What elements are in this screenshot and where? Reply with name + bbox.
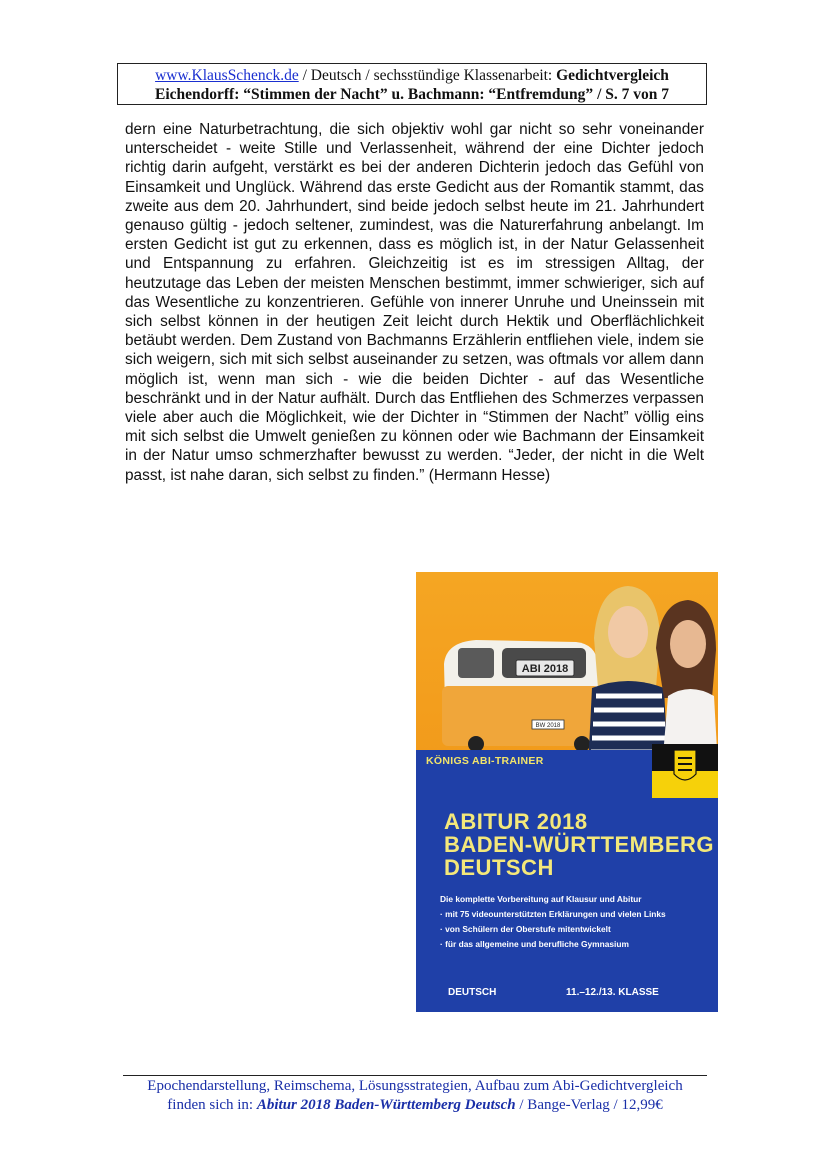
book-bottom-band bbox=[416, 980, 718, 1006]
book-features bbox=[440, 892, 718, 952]
book-cover-photo bbox=[416, 572, 718, 770]
footer-divider bbox=[123, 1075, 707, 1076]
header-line-1 bbox=[118, 66, 706, 85]
book-subject: DEUTSCH bbox=[448, 987, 497, 998]
coat-of-arms-icon bbox=[652, 744, 718, 798]
footer-line-1: Epochendarstellung, Reimschema, Lösungsstrategien, Aufbau zum Abi-Gedichtvergleich bbox=[147, 1078, 683, 1094]
book-feature-item: Die komplette Vorbereitung auf Klausur und Abitur bbox=[440, 894, 642, 904]
footer-publisher: / Bange-Verlag / 12,99€ bbox=[515, 1097, 663, 1113]
book-cover bbox=[416, 572, 718, 1012]
book-title-line: ABITUR 2018 bbox=[444, 809, 588, 834]
footer-line-2 bbox=[120, 1096, 710, 1115]
page-footer bbox=[120, 1077, 710, 1115]
book-title bbox=[444, 810, 714, 879]
page-header bbox=[117, 63, 707, 105]
essay-text bbox=[125, 120, 704, 485]
students-photo bbox=[584, 578, 718, 770]
header-subject: / Deutsch / sechsstündige Klassenarbeit: bbox=[298, 67, 557, 84]
book-feature-item: · von Schülern der Oberstufe mitentwickelt bbox=[440, 924, 611, 934]
footer-pre: finden sich in: bbox=[167, 1097, 257, 1113]
book-title-line: DEUTSCH bbox=[444, 855, 554, 880]
header-page: / S. 7 von 7 bbox=[593, 86, 669, 103]
book-feature-item: · für das allgemeine und berufliche Gymnasium bbox=[440, 939, 629, 949]
header-poems: Eichendorff: “Stimmen der Nacht” u. Bachmann: “Entfremdung” bbox=[155, 86, 594, 103]
header-line-2 bbox=[118, 85, 706, 104]
site-link[interactable]: www.KlausSchenck.de bbox=[155, 67, 299, 84]
book-title-line: BADEN-WÜRTTEMBERG bbox=[444, 832, 715, 857]
vw-bus-illustration bbox=[436, 634, 606, 752]
book-feature-item: · mit 75 videounterstützten Erklärungen und vielen Links bbox=[440, 909, 666, 919]
bus-small-plate-text: BW 2018 bbox=[535, 723, 561, 729]
essay-paragraph: dern eine Naturbetrachtung, die sich objektiv wohl gar nicht so sehr voneinander unterscheidet - weite Stille und Verlassenheit, während der eine Dichter jedoch richtig darin aufgeht, verstärkt es bei der anderen Dichterin jedoch das Gefühl von Einsamkeit und Unglück. Während das erste Gedicht aus der Romantik stammt, das zweite aus dem 20. Jahrhundert, sind beide jedoch selbst heute im 21. Jahrhundert genauso gültig - jedoch seltener, zumindest, was die Naturerfahrung anbelangt. Im ersten Gedicht ist gut zu erkennen, dass es möglich ist, in der Natur Gelassenheit und Entspannung zu erfahren. Gleichzeitig ist es im stressigen Alltag, der heutzutage das Leben der meisten Menschen bestimmt, immer schwieriger, sich auf das Wesentliche zu konzentrieren. Gefühle von innerer Unruhe und Uneinssein mit sich selbst können in der heutigen Zeit leicht durch Hektik und Oberflächlichkeit betäubt werden. Dem Zustand von Bachmanns Erzählerin entfliehen viele, indem sie sich weigern, sich mit sich selbst auseinander zu setzen, was oftmals vor allem dann möglich ist, wenn man sich - wie die beiden Dichter - auf das Wesentliche beschränkt und in der Natur aufhält. Durch das Entfliehen des Schmerzes verpassen viele aber auch die Möglichkeit, wie der Dichter in “Stimmen der Nacht” völlig eins mit sich selbst die Umwelt genießen zu können oder wie Bachmann der Einsamkeit in der Natur umso schmerzhafter bewusst zu werden. “Jeder, der nicht in die Welt passt, ist nahe daran, sich selbst zu finden.” (Hermann Hesse) bbox=[125, 121, 704, 484]
footer-book-title: Abitur 2018 Baden-Württemberg Deutsch bbox=[256, 1097, 516, 1113]
book-grade: 11.–12./13. KLASSE bbox=[566, 987, 659, 998]
series-label: KÖNIGS ABI-TRAINER bbox=[416, 750, 652, 772]
bus-plate-text: ABI 2018 bbox=[521, 663, 569, 675]
header-topic: Gedichtvergleich bbox=[556, 67, 669, 84]
